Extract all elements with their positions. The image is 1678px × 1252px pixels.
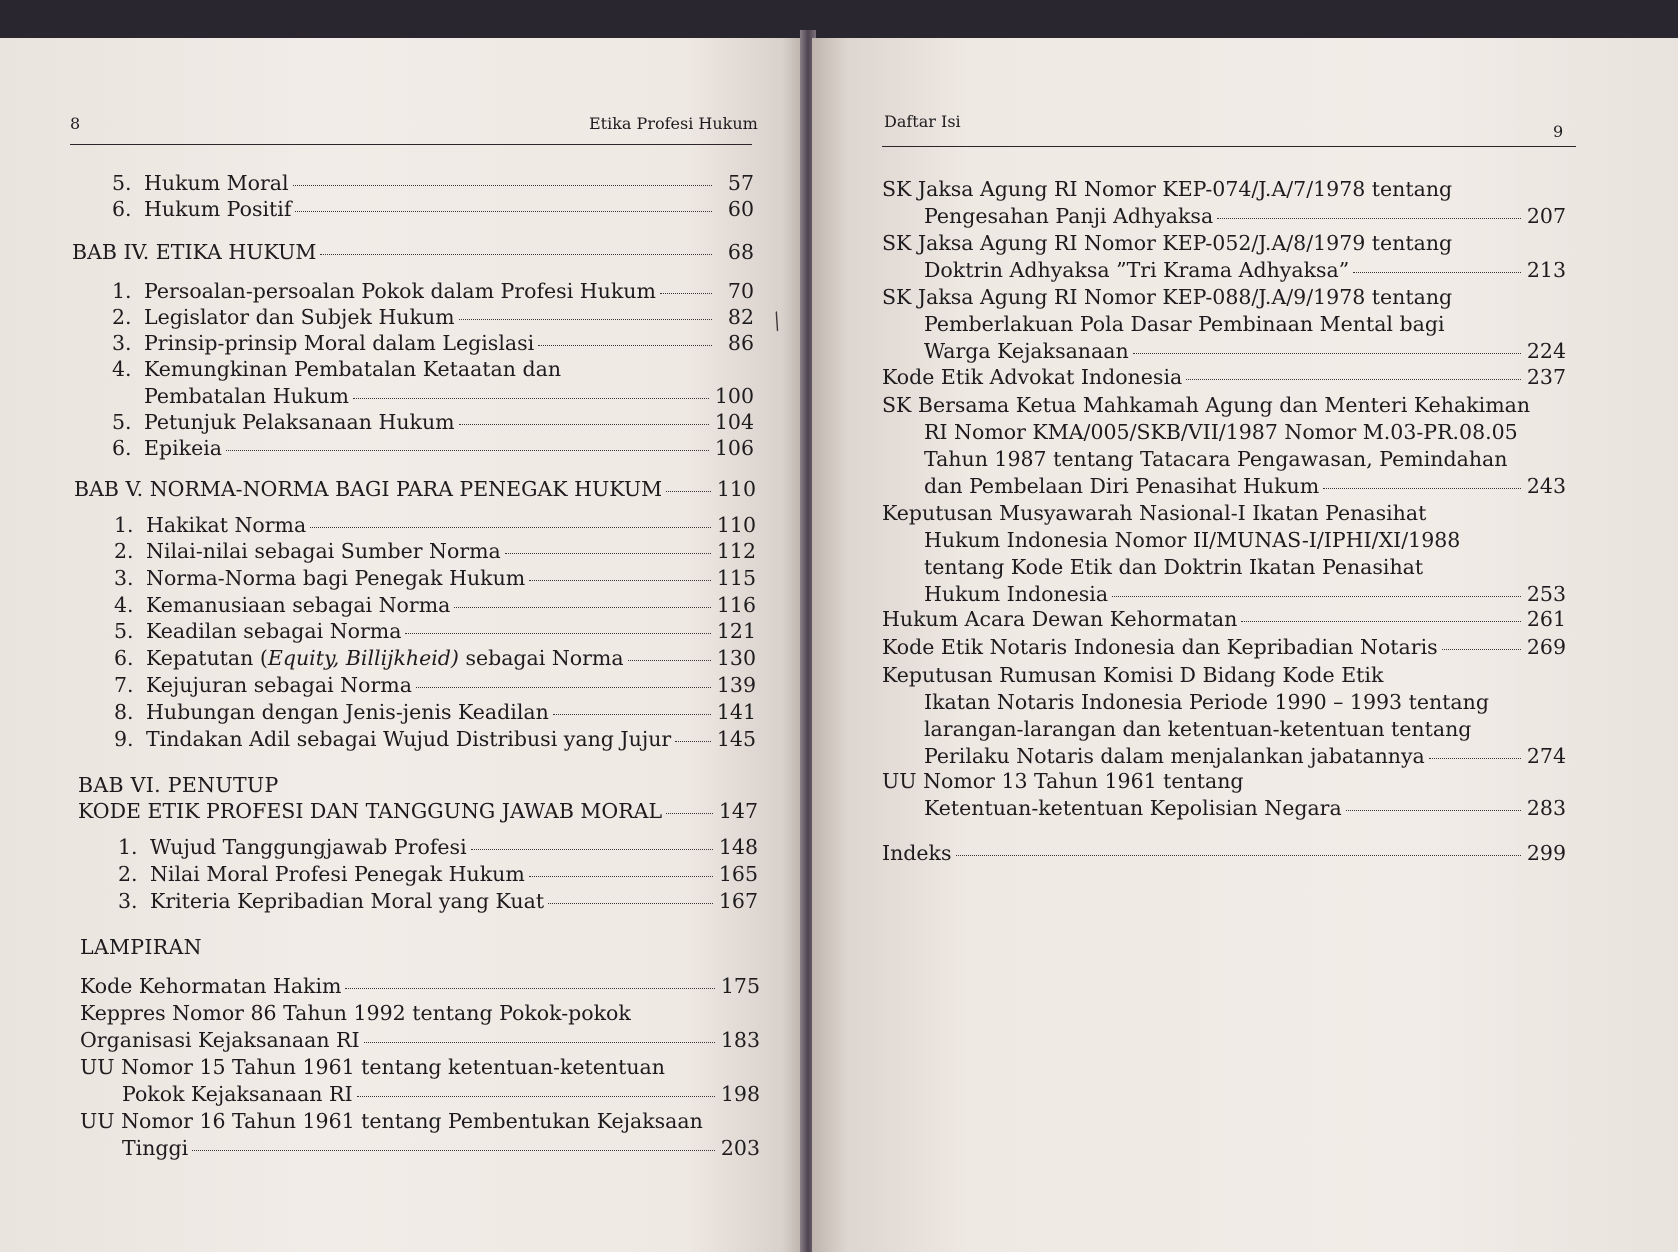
item-title: Kejujuran sebagai Norma — [146, 673, 412, 697]
item-page: 283 — [1526, 796, 1566, 820]
toc-row[interactable] — [924, 338, 1566, 365]
item-page: 207 — [1526, 204, 1566, 228]
toc-row[interactable] — [924, 203, 1566, 230]
chapter-page: 68 — [727, 240, 754, 264]
item-page: 224 — [1526, 339, 1566, 363]
item-title: Perilaku Notaris dalam menjalankan jabatannya — [924, 744, 1425, 768]
dot-leader — [459, 424, 709, 425]
toc-row[interactable] — [112, 409, 754, 436]
dot-leader — [628, 660, 711, 661]
item-title: Nilai-nilai sebagai Sumber Norma — [146, 539, 501, 563]
item-title-cont: Pembatalan Hukum — [144, 384, 349, 408]
item-title: Prinsip-prinsip Moral dalam Legislasi — [144, 331, 535, 355]
toc-row[interactable] — [882, 364, 1566, 391]
dot-leader — [320, 254, 712, 255]
item-title: Kepatutan ( — [146, 646, 268, 670]
item-number: 5. — [112, 171, 132, 195]
item-title: Hubungan dengan Jenis-jenis Keadilan — [146, 700, 549, 724]
dot-leader — [1346, 810, 1521, 811]
item-page: 203 — [720, 1136, 760, 1160]
left-page-number: 8 — [70, 114, 81, 133]
chapter-row-bab5[interactable] — [74, 476, 756, 503]
toc-row[interactable] — [882, 634, 1566, 661]
item-page: 213 — [1526, 258, 1566, 282]
item-title: Ketentuan-ketentuan Kepolisian Negara — [924, 796, 1342, 820]
dot-leader — [192, 1150, 715, 1151]
toc-row-line1[interactable] — [112, 356, 561, 383]
item-title: Keadilan sebagai Norma — [146, 619, 402, 643]
dot-leader — [364, 1042, 715, 1043]
item-title: Norma-Norma bagi Penegak Hukum — [146, 566, 526, 590]
dot-leader — [675, 741, 711, 742]
dot-leader — [1112, 596, 1521, 597]
item-title-line: SK Jaksa Agung RI Nomor KEP-074/J.A/7/1978 tentang — [882, 177, 1453, 201]
dot-leader — [548, 903, 713, 904]
item-number: 5. — [112, 410, 132, 434]
toc-row[interactable] — [118, 888, 758, 915]
chapter-row-bab4[interactable] — [72, 239, 754, 266]
dot-leader — [505, 553, 711, 554]
toc-row[interactable] — [924, 257, 1566, 284]
item-number: 3. — [112, 331, 132, 355]
item-title: Keppres Nomor 86 Tahun 1992 tentang Pokok-pokok — [80, 1001, 631, 1025]
dot-leader — [357, 1096, 715, 1097]
item-number: 4. — [112, 357, 132, 381]
item-page: 198 — [720, 1082, 760, 1106]
toc-row[interactable] — [112, 304, 754, 331]
dot-leader — [660, 293, 712, 294]
toc-row[interactable] — [114, 645, 756, 672]
toc-row[interactable] — [112, 330, 754, 357]
dot-leader — [295, 211, 712, 212]
item-number: 3. — [118, 889, 138, 913]
dot-leader — [529, 876, 713, 877]
toc-row[interactable] — [112, 435, 754, 462]
item-number: 1. — [114, 513, 134, 537]
item-number: 3. — [114, 566, 134, 590]
right-running-title: Daftar Isi — [884, 112, 961, 131]
item-number: 4. — [114, 593, 134, 617]
item-number: 7. — [114, 673, 134, 697]
item-page: 100 — [714, 384, 754, 408]
left-page — [0, 38, 806, 1252]
item-title: Epikeia — [144, 436, 222, 460]
item-page: 253 — [1526, 582, 1566, 606]
dot-leader — [226, 450, 709, 451]
item-page: 243 — [1526, 474, 1566, 498]
dot-leader — [416, 687, 711, 688]
chapter-title: BAB V. NORMA-NORMA BAGI PARA PENEGAK HUKUM — [74, 477, 663, 501]
item-page: 82 — [727, 305, 754, 329]
chapter-row-bab6[interactable] — [78, 798, 758, 825]
item-title-cont: Tinggi — [122, 1136, 189, 1160]
item-title: Kode Etik Advokat Indonesia — [882, 365, 1183, 389]
item-page: 130 — [716, 646, 756, 670]
chapter-title: BAB IV. ETIKA HUKUM — [72, 240, 317, 264]
dot-leader — [459, 319, 712, 320]
item-title: Doktrin Adhyaksa ”Tri Krama Adhyaksa” — [924, 258, 1350, 282]
dot-leader — [666, 813, 713, 814]
item-number: 8. — [114, 700, 134, 724]
dot-leader — [1323, 488, 1521, 489]
item-page: 115 — [716, 566, 756, 590]
dot-leader — [1217, 218, 1521, 219]
item-page: 237 — [1526, 365, 1566, 389]
item-title: dan Pembelaan Diri Penasihat Hukum — [924, 474, 1320, 498]
item-page: 183 — [720, 1028, 760, 1052]
dot-leader — [666, 491, 711, 492]
item-title: Pengesahan Panji Adhyaksa — [924, 204, 1214, 228]
dot-leader — [471, 849, 713, 850]
toc-row[interactable] — [118, 834, 758, 861]
right-page — [812, 38, 1678, 1252]
toc-row[interactable] — [924, 795, 1566, 822]
item-title: Kode Kehormatan Hakim — [80, 974, 342, 998]
item-title: Hukum Moral — [144, 171, 289, 195]
toc-row[interactable] — [112, 170, 754, 197]
item-title: Persoalan-persoalan Pokok dalam Profesi Hukum — [144, 279, 656, 303]
toc-row[interactable] — [114, 699, 756, 726]
item-page: 112 — [716, 539, 756, 563]
dot-leader — [553, 714, 711, 715]
item-title: UU Nomor 15 Tahun 1961 tentang ketentuan-ketentuan — [80, 1055, 665, 1079]
item-title: Kemungkinan Pembatalan Ketaatan dan — [144, 357, 562, 381]
item-title-line: SK Jaksa Agung RI Nomor KEP-052/J.A/8/1979 tentang — [882, 231, 1453, 255]
chapter-page: 110 — [716, 477, 756, 501]
item-number: 2. — [118, 862, 138, 886]
chapter-page: 147 — [718, 799, 758, 823]
item-number: 2. — [112, 305, 132, 329]
item-page: 70 — [727, 279, 754, 303]
item-page: 299 — [1526, 841, 1566, 865]
dot-leader — [1353, 272, 1521, 273]
item-title: Kode Etik Notaris Indonesia dan Kepribadian Notaris — [882, 635, 1438, 659]
dot-leader — [353, 398, 709, 399]
item-page: 116 — [716, 593, 756, 617]
toc-row[interactable] — [118, 861, 758, 888]
item-title-line: Ikatan Notaris Indonesia Periode 1990 – 1993 tentang — [924, 690, 1489, 714]
item-number: 2. — [114, 539, 134, 563]
dot-leader — [956, 855, 1521, 856]
item-number: 1. — [118, 835, 138, 859]
item-title: Wujud Tanggungjawab Profesi — [150, 835, 467, 859]
dot-leader — [1241, 621, 1521, 622]
dot-leader — [1429, 758, 1521, 759]
toc-row[interactable] — [924, 473, 1566, 500]
dot-leader — [405, 633, 710, 634]
toc-row[interactable] — [122, 1135, 760, 1162]
chapter-title-bab6: BAB VI. PENUTUP — [78, 773, 279, 797]
toc-row[interactable] — [924, 581, 1566, 608]
book-spread — [0, 30, 1678, 1252]
item-title: Tindakan Adil sebagai Wujud Distribusi yang Jujur — [146, 727, 672, 751]
toc-row[interactable] — [80, 973, 760, 1000]
toc-row[interactable] — [114, 565, 756, 592]
item-page: 60 — [727, 197, 754, 221]
item-page: 148 — [718, 835, 758, 859]
left-running-title: Etika Profesi Hukum — [589, 114, 758, 133]
left-header-rule — [70, 144, 752, 145]
dot-leader — [529, 580, 711, 581]
item-title: Warga Kejaksanaan — [924, 339, 1129, 363]
toc-row[interactable] — [80, 1027, 760, 1054]
item-title: Hakikat Norma — [146, 513, 307, 537]
item-page: 175 — [720, 974, 760, 998]
item-number: 6. — [114, 646, 134, 670]
item-number: 5. — [114, 619, 134, 643]
item-title-cont: Pokok Kejaksanaan RI — [122, 1082, 353, 1106]
item-number: 9. — [114, 727, 134, 751]
item-page: 141 — [716, 700, 756, 724]
toc-row[interactable] — [882, 606, 1566, 633]
chapter-subtitle: KODE ETIK PROFESI DAN TANGGUNG JAWAB MORAL — [78, 799, 663, 823]
dot-leader — [1442, 649, 1521, 650]
item-number: 6. — [112, 197, 132, 221]
toc-row[interactable] — [114, 538, 756, 565]
item-title-cont: Organisasi Kejaksanaan RI — [80, 1028, 360, 1052]
item-page: 269 — [1526, 635, 1566, 659]
item-page: 145 — [716, 727, 756, 751]
item-title: Hukum Acara Dewan Kehormatan — [882, 607, 1238, 631]
toc-row[interactable] — [114, 592, 756, 619]
dot-leader — [310, 527, 711, 528]
toc-row[interactable] — [144, 383, 754, 410]
item-title-italic: Equity, Billijkheid) — [267, 646, 459, 670]
toc-row[interactable] — [122, 1081, 760, 1108]
item-title: Legislator dan Subjek Hukum — [144, 305, 455, 329]
toc-row[interactable] — [882, 840, 1566, 867]
toc-row[interactable] — [114, 618, 756, 645]
item-title: Kriteria Kepribadian Moral yang Kuat — [150, 889, 545, 913]
dot-leader — [1186, 379, 1521, 380]
item-page: 106 — [714, 436, 754, 460]
toc-row[interactable] — [114, 726, 756, 753]
toc-row[interactable] — [114, 512, 756, 539]
item-title-line: Pemberlakuan Pola Dasar Pembinaan Mental bagi — [924, 312, 1445, 336]
toc-row[interactable] — [112, 196, 754, 223]
item-title-line: tentang Kode Etik dan Doktrin Ikatan Penasihat — [924, 555, 1424, 579]
item-title: Petunjuk Pelaksanaan Hukum — [144, 410, 455, 434]
item-title: Indeks — [882, 841, 952, 865]
item-title: Kemanusiaan sebagai Norma — [146, 593, 451, 617]
item-number: 6. — [112, 436, 132, 460]
item-title: Nilai Moral Profesi Penegak Hukum — [150, 862, 525, 886]
item-page: 274 — [1526, 744, 1566, 768]
item-title-line: SK Bersama Ketua Mahkamah Agung dan Menteri Kehakiman — [882, 393, 1531, 417]
dot-leader — [1133, 353, 1521, 354]
item-title-end: sebagai Norma — [458, 646, 624, 670]
item-title-line: SK Jaksa Agung RI Nomor KEP-088/J.A/9/1978 tentang — [882, 285, 1453, 309]
item-page: 110 — [716, 513, 756, 537]
toc-row[interactable] — [112, 278, 754, 305]
item-page: 167 — [718, 889, 758, 913]
dot-leader — [454, 607, 711, 608]
item-title-line: Tahun 1987 tentang Tatacara Pengawasan, Pemindahan — [924, 447, 1508, 471]
item-page: 139 — [716, 673, 756, 697]
item-title: UU Nomor 16 Tahun 1961 tentang Pembentukan Kejaksaan — [80, 1109, 703, 1133]
item-page: 57 — [727, 171, 754, 195]
dot-leader — [345, 988, 714, 989]
dot-leader — [538, 345, 712, 346]
item-title-line: UU Nomor 13 Tahun 1961 tentang — [882, 769, 1244, 793]
pen-mark-icon: ⁄ — [769, 311, 787, 334]
item-page: 86 — [727, 331, 754, 355]
item-title-line: Hukum Indonesia Nomor II/MUNAS-I/IPHI/XI/1988 — [924, 528, 1461, 552]
item-page: 261 — [1526, 607, 1566, 631]
toc-row[interactable] — [924, 743, 1566, 770]
item-page: 104 — [714, 410, 754, 434]
item-title: Hukum Positif — [144, 197, 292, 221]
toc-row[interactable] — [114, 672, 756, 699]
right-page-number: 9 — [1553, 122, 1564, 141]
item-page: 121 — [716, 619, 756, 643]
right-header-rule — [882, 146, 1576, 147]
item-title-line: Keputusan Musyawarah Nasional-I Ikatan Penasihat — [882, 501, 1427, 525]
item-number: 1. — [112, 279, 132, 303]
item-title-line: Keputusan Rumusan Komisi D Bidang Kode Etik — [882, 663, 1384, 687]
lampiran-title: LAMPIRAN — [80, 935, 202, 959]
item-title-line: RI Nomor KMA/005/SKB/VII/1987 Nomor M.03-PR.08.05 — [924, 420, 1518, 444]
item-title-line: larangan-larangan dan ketentuan-ketentuan tentang — [924, 717, 1472, 741]
item-page: 165 — [718, 862, 758, 886]
item-title: Hukum Indonesia — [924, 582, 1109, 606]
dot-leader — [293, 185, 712, 186]
